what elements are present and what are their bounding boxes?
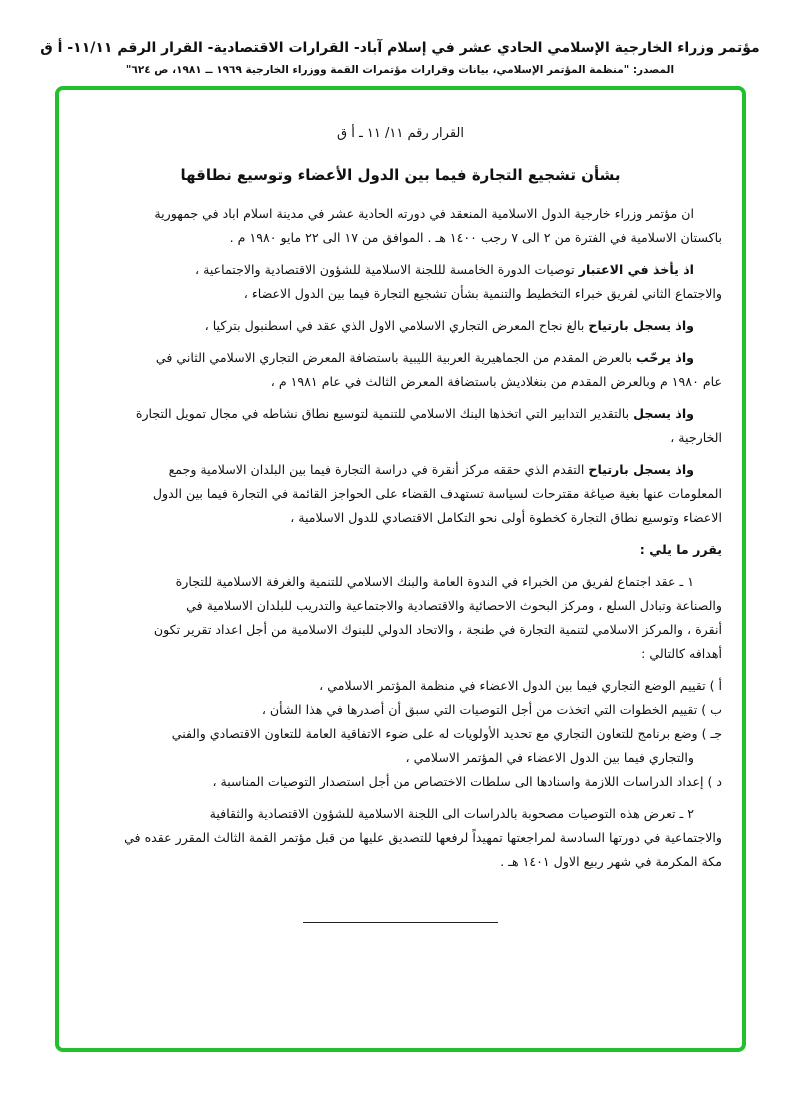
- document-header: [30, 0, 770, 78]
- paragraph-lead: واذ يسجل بارتياح: [588, 462, 694, 477]
- paragraph-line: واذ يسجل بالتقدير التدابير التي اتخذها البنك الاسلامي للتنمية لتوسيع نطاق نشاطه في مجال تمويل التجارة: [135, 406, 694, 421]
- paragraph-line: اذ يأخذ في الاعتبار توصيات الدورة الخامسة لللجنة الاسلامية للشؤون الاقتصادية والاجتماعية ،: [195, 262, 694, 277]
- item-2-line: والاجتماعية في دورتها السادسة لمراجعتها تمهيداً لرفعها للتصديق عليها من قبل مؤتمر القمة الثالث المقرر عقده في: [124, 830, 722, 845]
- subitem-line: ب ) تقييم الخطوات التي اتخذت من أجل التوصيات التي سبق أن أصدرها في هذا الشأن ،: [261, 702, 722, 717]
- paragraph-line: ان مؤتمر وزراء خارجية الدول الاسلامية المنعقد في دورته الحادية عشر في مدينة اسلام اباد في جمهورية: [154, 206, 694, 221]
- end-rule: [303, 922, 498, 923]
- document-frame: [55, 86, 746, 1052]
- resolution-body: [82, 204, 722, 872]
- decides-label: يقرر ما يلي :: [639, 542, 722, 557]
- paragraph-lead: اذ يأخذ في الاعتبار: [578, 262, 694, 277]
- item-1-line: ١ ـ عقد اجتماع لفريق من الخبراء في الندوة العامة والبنك الاسلامي للتنمية والغرفة الاسلامية للتجارة: [175, 574, 694, 589]
- paragraph-line: عام ١٩٨٠ م وبالعرض المقدم من بنغلاديش باستضافة المعرض الثالث في عام ١٩٨١ م ،: [270, 374, 722, 389]
- paragraph-line: واذ يسجل بارتياح التقدم الذي حققه مركز أنقرة في دراسة التجارة فيما بين البلدان الاسلامية وجمع: [168, 462, 694, 477]
- paragraph-line: واذ يسجل بارتياح بالغ نجاح المعرض التجاري الاسلامي الاول الذي عقد في اسطنبول بتركيا ،: [204, 318, 694, 333]
- item-2-line: مكة المكرمة في شهر ربيع الاول ١٤٠١ هـ .: [500, 854, 722, 869]
- subitem-line: أ ) تقييم الوضع التجاري فيما بين الدول الاعضاء في منظمة المؤتمر الاسلامي ،: [319, 678, 722, 693]
- paragraph-line: باكستان الاسلامية في الفترة من ٢ الى ٧ رجب ١٤٠٠ هـ . الموافق من ١٧ الى ٢٢ مايو ١٩٨٠ م .: [229, 230, 722, 245]
- subitem-line: د ) إعداد الدراسات اللازمة واسنادها الى سلطات الاختصاص من أجل استصدار التوصيات المناسبة ،: [212, 774, 722, 789]
- item-2-line: ٢ ـ تعرض هذه التوصيات مصحوبة بالدراسات الى اللجنة الاسلامية للشؤون الاقتصادية والثقافية: [209, 806, 694, 821]
- subitem-line: جـ ) وضع برنامج للتعاون التجاري مع تحديد الأولويات له على ضوء الاتفاقية العامة للتعاون الاقتصادي والفني: [171, 726, 722, 741]
- item-1-line: أهدافه كالتالي :: [641, 646, 722, 661]
- document-header-title: مؤتمر وزراء الخارجية الإسلامي الحادي عشر في إسلام آباد- القرارات الاقتصادية- القرار الرقم ١١/١١- أ ق: [40, 40, 760, 56]
- paragraph-lead: واذ يسجل: [633, 406, 694, 421]
- document-source: المصدر: "منظمة المؤتمر الإسلامي، بيانات وقرارات مؤتمرات القمة ووزراء الخارجية ١٩٦٩ ــ ١٩٨١، ص ٦٢٤": [125, 64, 675, 76]
- paragraph-line: واذ يرحّب بالعرض المقدم من الجماهيرية العربية الليبية باستضافة المعرض التجاري الاسلامي الثاني في: [155, 350, 694, 365]
- paragraph-line: الخارجية ،: [670, 430, 722, 445]
- paragraph-line: الاعضاء وتوسيع نطاق التجارة كخطوة أولى نحو التكامل الاقتصادي للدول الاسلامية ،: [290, 510, 722, 525]
- resolution-heading: بشأن تشجيع التجارة فيما بين الدول الأعضاء وتوسيع نطاقها: [180, 166, 621, 184]
- item-1-line: والصناعة وتبادل السلع ، ومركز البحوث الاحصائية والاقتصادية والاجتماعية والتدريب للبلدان الاسلامية في: [186, 598, 722, 613]
- paragraph-line: المعلومات عنها بغية صياغة مقترحات لسياسة تستهدف القضاء على الحواجز القائمة في التجارة فيما بين الدول: [152, 486, 722, 501]
- subitem-line: والتجاري فيما بين الدول الاعضاء في المؤتمر الاسلامي ،: [405, 750, 694, 765]
- item-1-line: أنقرة ، والمركز الاسلامي لتنمية التجارة في طنجة ، والاتحاد الدولي للبنوك الاسلامية من أجل اعداد تقرير تكون: [153, 622, 722, 637]
- resolution-number: القرار رقم ١١/ ١١ ـ أ ق: [337, 126, 464, 141]
- paragraph-line: والاجتماع الثاني لفريق خبراء التخطيط والتنمية بشأن تشجيع التجارة فيما بين الدول الاعضاء ،: [243, 286, 722, 301]
- paragraph-lead: واذ يرحّب: [636, 350, 694, 365]
- paragraph-lead: واذ يسجل بارتياح: [588, 318, 694, 333]
